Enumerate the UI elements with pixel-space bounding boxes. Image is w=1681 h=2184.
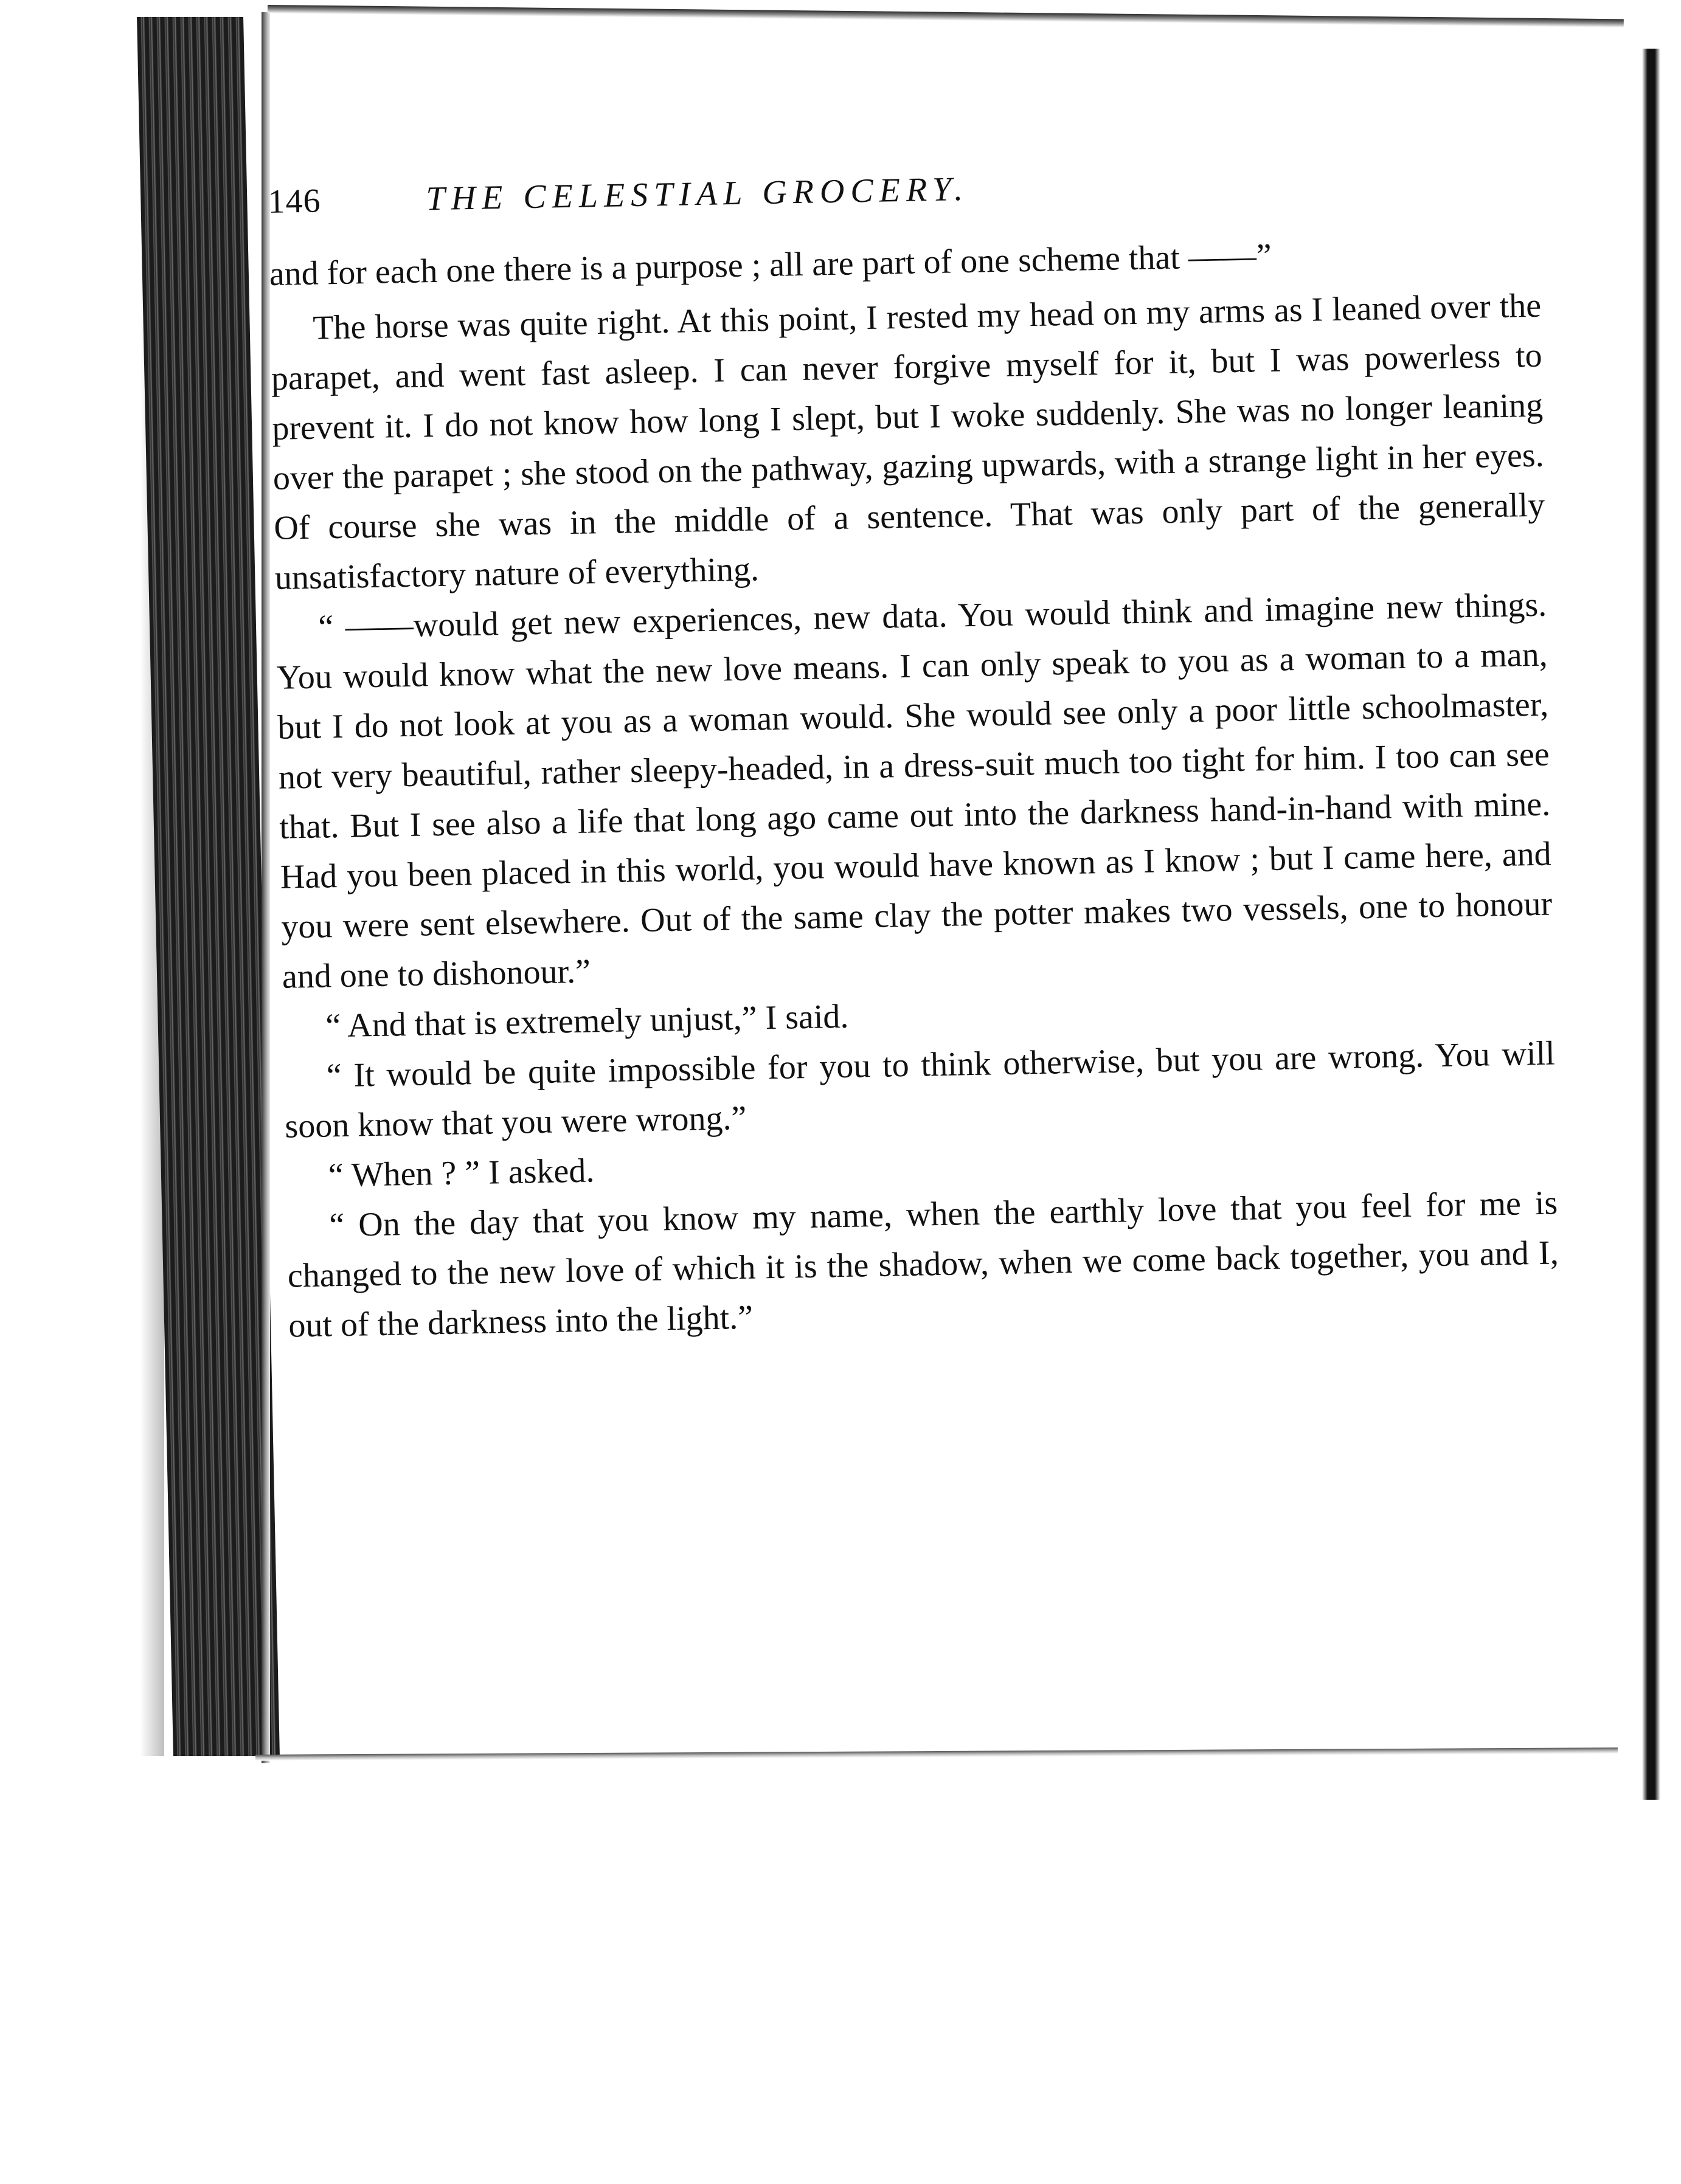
paragraph: “ When ? ” I asked. [328,1152,595,1195]
page-text-block [268,159,1560,1351]
paragraph: The horse was quite right. At this point, I rested my head on my arms as I leaned over the parapet, and went fast asleep. I can never forgive myself for it, but I was powerless to prevent it. I do not know how long I slept, but I woke suddenly. She was no longer leaning over the parapet ; she stood on the pathway, gazing upwards, with a strange light in her eyes. Of course she was in the middle of a sentence. That was only part of the generally unsatisfactory nature of everything. [271,286,1545,597]
paragraph: and for each one there is a purpose ; all are part of one scheme that ——” [269,237,1272,293]
page-top-edge [268,5,1624,27]
paragraph: “ And that is extremely unjust,” I said. [325,997,849,1045]
paragraph: “ It would be quite impossible for you to think otherwise, but you are wrong. You will soon know that you were wrong.” [284,1034,1556,1146]
page-right-edge [1642,49,1660,1800]
page-number: 146 [268,182,322,221]
paragraph: “ ——would get new experiences, new data. You would think and imagine new things. You would know what the new love means. I can only speak to you as a woman to a man, but I do not look at you as a woman would. She would see only a poor little schoolmaster, not very beautiful, rather sleepy-headed, in a dress-suit much too tight for him. I too can see that. But I see also a life that long ago came out into the darkness hand-in-hand with mine. Had you been placed in this world, you would have known as I know ; but I came here, and you were sent elsewhere. Out of the same clay the potter makes two vessels, one to honour and one to dishonour.” [276,586,1553,996]
page-bottom-edge [255,1747,1618,1761]
paragraph: “ On the day that you know my name, when the earthly love that you feel for me is changed to the new love of which it is the shadow, when we come back together, you and I, out of the darkness into the light.” [287,1184,1559,1345]
running-title: THE CELESTIAL GROCERY. [425,170,969,218]
